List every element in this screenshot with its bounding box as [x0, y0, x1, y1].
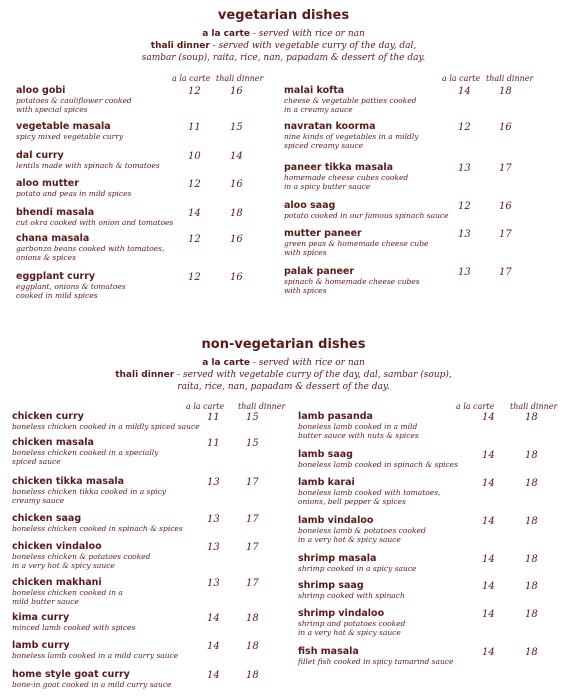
dish-description: boneless chicken cooked in a specially spiced sauce	[12, 448, 159, 466]
veg-thali-desc-2: sambar (soup), raita, rice, nan, papadam & dessert of the day.	[141, 53, 426, 63]
thali-price: 18	[525, 609, 538, 620]
dish-name: aloo saag	[284, 200, 336, 211]
thali-price: 16	[230, 234, 243, 245]
thali-price: 17	[246, 514, 259, 525]
thali-price: 18	[246, 670, 259, 681]
veg-right-item	[284, 266, 420, 295]
thali-price: 18	[525, 450, 538, 461]
nonveg-left-item	[12, 541, 150, 570]
alacarte-price: 11	[207, 438, 220, 449]
veg-right-item	[284, 85, 416, 114]
dish-name: malai kofta	[284, 85, 345, 96]
veg-left-item	[16, 271, 126, 300]
thali-price: 17	[246, 578, 259, 589]
alacarte-price: 14	[207, 613, 220, 624]
dish-name: fish masala	[298, 646, 359, 657]
dish-description: spinach & homemade cheese cubes with spices	[284, 277, 420, 295]
alacarte-price: 13	[207, 514, 220, 525]
nonveg-left-item	[12, 476, 166, 505]
alacarte-price: 13	[207, 578, 220, 589]
dish-name: lamb curry	[12, 640, 70, 651]
alacarte-price: 14	[482, 647, 495, 658]
veg-alacarte-desc: - served with rice or nan	[249, 29, 365, 39]
nonveg-left-item	[12, 640, 178, 660]
alacarte-price: 13	[207, 477, 220, 488]
dish-name: eggplant curry	[16, 271, 96, 282]
thali-price: 18	[525, 412, 538, 423]
dish-name: chicken makhani	[12, 577, 102, 588]
nonveg-left-item	[12, 669, 172, 689]
nonveg-right-item	[298, 449, 458, 469]
thali-price: 16	[230, 272, 243, 283]
dish-description: potato and peas in mild spices	[16, 189, 132, 198]
dish-description: eggplant, onions & tomatoes cooked in mild spices	[16, 282, 126, 300]
alacarte-price: 14	[482, 581, 495, 592]
dish-description: cut okra cooked with onion and tomatoes	[16, 218, 174, 227]
dish-name: chicken curry	[12, 411, 84, 422]
thali-price: 16	[499, 201, 512, 212]
thali-price: 17	[499, 229, 512, 240]
dish-description: boneless chicken cooked in spinach & spices	[12, 524, 183, 533]
veg-right-item	[284, 162, 408, 191]
nonveg-thali-line	[0, 370, 567, 381]
nonveg-alacarte-label: a la carte	[202, 358, 250, 368]
veg-thali-line	[0, 41, 567, 52]
nonveg-right-item	[298, 608, 405, 637]
alacarte-price: 14	[458, 86, 471, 97]
alacarte-price: 12	[188, 179, 201, 190]
thali-price: 15	[246, 412, 259, 423]
thali-price: 18	[525, 581, 538, 592]
veg-thali-desc-1: - served with vegetable curry of the day, dal,	[209, 41, 417, 51]
alacarte-price: 12	[188, 86, 201, 97]
nonveg-right-item	[298, 553, 417, 573]
veg-left-item	[16, 178, 131, 198]
nonveg-right-item	[298, 411, 419, 440]
dish-description: cheese & vegetable patties cooked in a creamy sauce	[284, 96, 417, 114]
dish-name: lamb karai	[298, 477, 355, 488]
nonveg-thali-line-2	[0, 382, 567, 393]
dish-name: lamb pasanda	[298, 411, 373, 422]
veg-right-item	[284, 228, 428, 257]
veg-left-item	[16, 85, 132, 114]
dish-description: boneless chicken tikka cooked in a spicy creamy sauce	[12, 487, 167, 505]
alacarte-price: 10	[188, 151, 201, 162]
veg-left-item	[16, 121, 123, 141]
thali-price: 14	[230, 151, 243, 162]
nonveg-thali-desc-1: - served with vegetable curry of the day, dal, sambar (soup),	[174, 370, 452, 380]
nonveg-left-item	[12, 513, 183, 533]
dish-name: navratan koorma	[284, 121, 376, 132]
dish-name: shrimp vindaloo	[298, 608, 385, 619]
dish-name: aloo mutter	[16, 178, 79, 189]
thali-price: 17	[246, 542, 259, 553]
alacarte-price: 12	[458, 201, 471, 212]
alacarte-price: 13	[207, 542, 220, 553]
dish-name: shrimp masala	[298, 553, 377, 564]
alacarte-price: 13	[458, 229, 471, 240]
alacarte-price: 14	[482, 412, 495, 423]
thali-price: 18	[525, 554, 538, 565]
thali-price: 16	[230, 86, 243, 97]
nonveg-right-item	[298, 646, 453, 666]
nonveg-section-title: non-vegetarian dishes	[201, 337, 366, 352]
alacarte-price: 13	[458, 163, 471, 174]
nonveg-alacarte-desc: - served with rice or nan	[249, 358, 365, 368]
dish-name: chana masala	[16, 233, 90, 244]
veg-left-col-alacarte: a la carte	[172, 74, 211, 83]
dish-name: dal curry	[16, 150, 64, 161]
thali-price: 15	[246, 438, 259, 449]
thali-price: 18	[246, 641, 259, 652]
veg-left-item	[16, 207, 173, 227]
nonveg-thali-label: thali dinner	[115, 370, 175, 380]
alacarte-price: 14	[482, 478, 495, 489]
veg-right-col-alacarte: a la carte	[442, 74, 481, 83]
alacarte-price: 12	[188, 272, 201, 283]
dish-description: fillet fish cooked in spicy tamarind sauce	[298, 657, 454, 666]
veg-right-item	[284, 200, 449, 220]
dish-name: lamb saag	[298, 449, 353, 460]
alacarte-price: 11	[188, 122, 201, 133]
dish-name: chicken saag	[12, 513, 82, 524]
dish-description: spicy mixed vegetable curry	[16, 132, 124, 141]
veg-section-title: vegetarian dishes	[217, 8, 350, 23]
alacarte-price: 14	[207, 670, 220, 681]
veg-left-col-thali: thali dinner	[216, 74, 264, 83]
thali-price: 18	[525, 478, 538, 489]
dish-name: chicken masala	[12, 437, 94, 448]
dish-description: boneless chicken & potatoes cooked in a very hot & spicy sauce	[12, 552, 151, 570]
nonveg-alacarte-line	[0, 358, 567, 369]
veg-left-item	[16, 233, 164, 262]
dish-description: shrimp cooked with spinach	[298, 591, 405, 600]
dish-description: boneless chicken cooked in a mildly spiced sauce	[12, 422, 200, 431]
alacarte-price: 12	[458, 122, 471, 133]
dish-description: boneless lamb cooked in a mild butter sauce with nuts & spices	[298, 422, 419, 440]
dish-description: garbonzo beans cooked with tomatoes, onions & spices	[16, 244, 165, 262]
dish-description: boneless lamb & potatoes cooked in a very hot & spicy sauce	[298, 526, 426, 544]
thali-price: 15	[230, 122, 243, 133]
dish-description: potato cooked in our famous spinach sauce	[284, 211, 449, 220]
dish-description: boneless chicken cooked in a mild butter sauce	[12, 588, 123, 606]
veg-left-item	[16, 150, 160, 170]
nonveg-left-col-alacarte: a la carte	[186, 402, 225, 411]
veg-thali-label: thali dinner	[150, 41, 210, 51]
nonveg-left-item	[12, 577, 123, 606]
alacarte-price: 14	[482, 450, 495, 461]
alacarte-price: 11	[207, 412, 220, 423]
thali-price: 18	[246, 613, 259, 624]
thali-price: 18	[230, 208, 243, 219]
veg-right-col-thali: thali dinner	[486, 74, 534, 83]
dish-name: mutter paneer	[284, 228, 362, 239]
thali-price: 18	[525, 647, 538, 658]
dish-description: shrimp and potatoes cooked in a very hot & spicy sauce	[298, 619, 406, 637]
nonveg-right-item	[298, 477, 440, 506]
dish-name: paneer tikka masala	[284, 162, 394, 173]
dish-name: vegetable masala	[16, 121, 111, 132]
dish-name: kima curry	[12, 612, 70, 623]
thali-price: 18	[525, 516, 538, 527]
veg-right-item	[284, 121, 418, 150]
alacarte-price: 12	[188, 234, 201, 245]
dish-description: nine kinds of vegetables in a mildly spiced creamy sauce	[284, 132, 419, 150]
dish-name: aloo gobi	[16, 85, 66, 96]
veg-alacarte-line	[0, 29, 567, 40]
dish-description: boneless lamb cooked with tomatoes, onions, bell pepper & spices	[298, 488, 441, 506]
alacarte-price: 14	[188, 208, 201, 219]
alacarte-price: 14	[482, 516, 495, 527]
thali-price: 16	[499, 122, 512, 133]
thali-price: 16	[230, 179, 243, 190]
alacarte-price: 14	[482, 609, 495, 620]
alacarte-price: 14	[482, 554, 495, 565]
dish-description: homemade cheese cubes cooked in a spicy butter sauce	[284, 173, 409, 191]
veg-thali-line-2	[0, 53, 567, 64]
thali-price: 17	[499, 267, 512, 278]
dish-description: boneless lamb cooked in a mild curry sauce	[12, 651, 179, 660]
dish-name: lamb vindaloo	[298, 515, 374, 526]
nonveg-right-col-alacarte: a la carte	[456, 402, 495, 411]
veg-alacarte-label: a la carte	[202, 29, 250, 39]
dish-name: home style goat curry	[12, 669, 130, 680]
dish-description: shrimp cooked in a spicy sauce	[298, 564, 417, 573]
dish-description: potatoes & cauliflower cooked with special spices	[16, 96, 132, 114]
dish-description: minced lamb cooked with spices	[12, 623, 136, 632]
dish-name: bhendi masala	[16, 207, 95, 218]
alacarte-price: 14	[207, 641, 220, 652]
nonveg-right-item	[298, 580, 405, 600]
thali-price: 17	[246, 477, 259, 488]
dish-name: chicken tikka masala	[12, 476, 125, 487]
thali-price: 17	[499, 163, 512, 174]
nonveg-thali-desc-2: raita, rice, nan, papadam & dessert of the day.	[177, 382, 390, 392]
nonveg-left-col-thali: thali dinner	[238, 402, 286, 411]
dish-name: shrimp saag	[298, 580, 364, 591]
dish-name: chicken vindaloo	[12, 541, 102, 552]
alacarte-price: 13	[458, 267, 471, 278]
dish-name: palak paneer	[284, 266, 355, 277]
dish-description: green peas & homemade cheese cube with spices	[284, 239, 429, 257]
nonveg-left-item	[12, 612, 135, 632]
dish-description: boneless lamb cooked in spinach & spices	[298, 460, 459, 469]
nonveg-right-item	[298, 515, 426, 544]
nonveg-left-item	[12, 437, 158, 466]
dish-description: bone-in goat cooked in a mild curry sauce	[12, 680, 172, 689]
dish-description: lentils made with spinach & tomatoes	[16, 161, 160, 170]
nonveg-left-item	[12, 411, 200, 431]
thali-price: 18	[499, 86, 512, 97]
nonveg-right-col-thali: thali dinner	[510, 402, 558, 411]
